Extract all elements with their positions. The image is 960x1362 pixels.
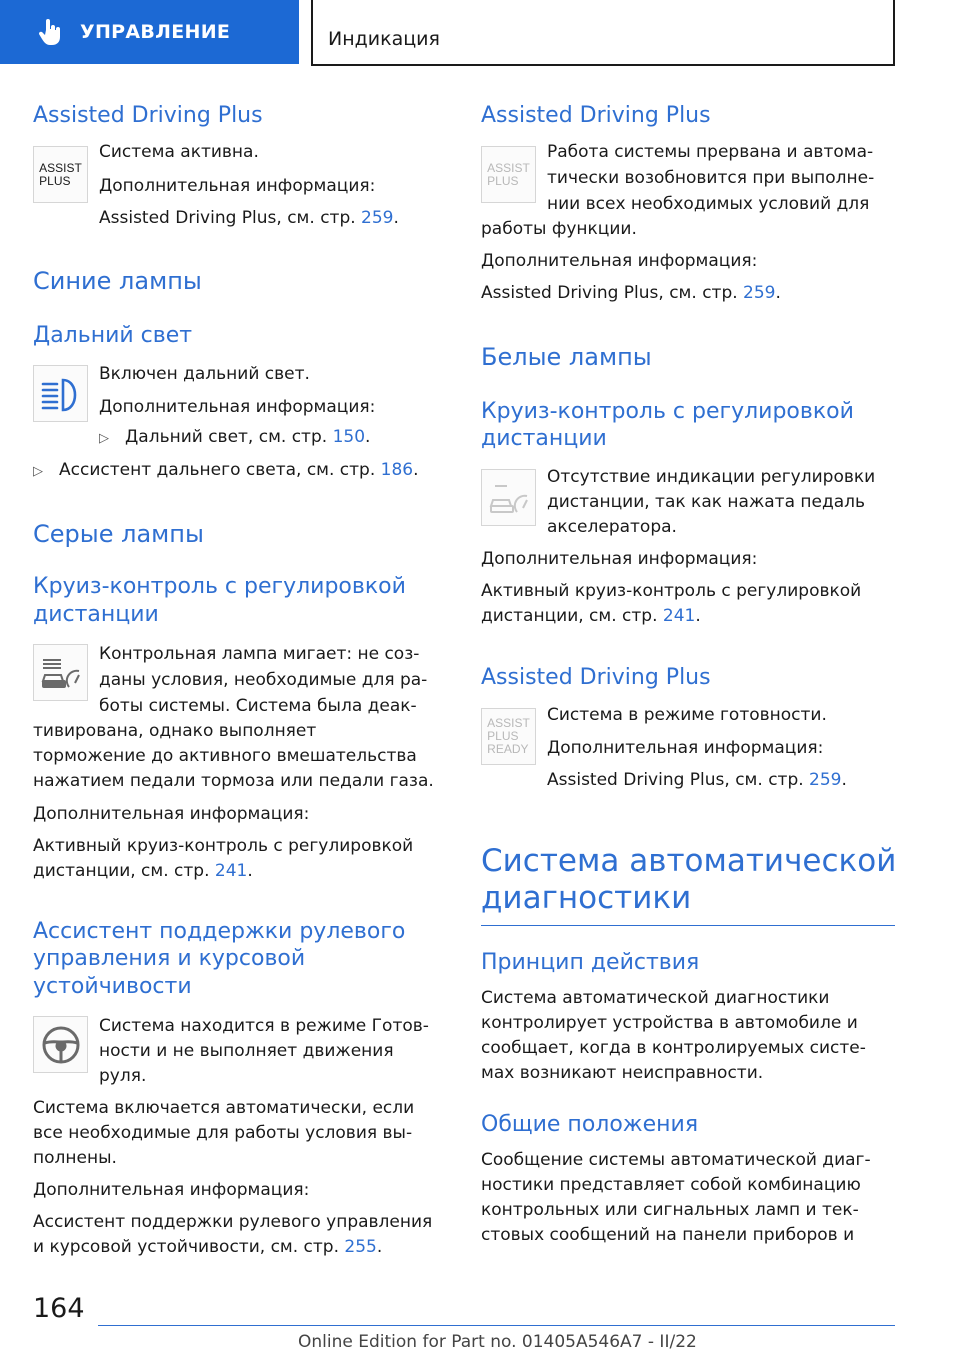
adp-ready-status: Система в режиме готовности. [547,705,827,725]
chapter-box [311,0,895,66]
adp-reference: Assisted Driving Plus, см. стр. 259. [99,208,399,228]
principle-4: мах возникают неисправности. [481,1063,764,1083]
acc-ref-1: Активный круиз-контроль с регулировкой [33,836,414,856]
principle-2: контролирует устройства в автомобиле и [481,1013,858,1033]
cruise-control-icon [39,653,83,693]
acc-desc-3: боты системы. Система была деак- [99,696,417,716]
footer-edition: Online Edition for Part no. 01405A546A7 - II/22 [298,1332,697,1352]
page-link[interactable]: 150 [332,427,366,447]
steering-indicator [33,1016,88,1073]
adp-interrupt-4: работы функции. [481,219,637,239]
page-link[interactable]: 241 [662,606,696,626]
heading-steering-3: устойчивости [33,974,192,999]
triangle-bullet-icon: ▷ [99,431,109,446]
page-link[interactable]: 259 [809,770,842,790]
acc-desc-5: торможение до активного вмешательства [33,746,417,766]
general-3: контрольных или сигнальных ламп и тек- [481,1200,859,1220]
heading-principle: Принцип действия [481,950,700,975]
heading-acc-white-1: Круиз-контроль с регулировкой [481,399,854,424]
page-link[interactable]: 186 [380,460,414,480]
principle-1: Система автоматической диагностики [481,988,830,1008]
general-1: Сообщение системы автоматической диаг- [481,1150,871,1170]
steering-ref-2: и курсовой устойчивости, см. стр. 255. [33,1237,383,1257]
heading-blue-lamps: Синие лампы [33,267,202,295]
heading-steering-1: Ассистент поддержки рулевого [33,919,406,944]
adp-ready-more: Дополнительная информация: [547,738,824,758]
steering-p-1: Система включается автоматически, если [33,1098,415,1118]
steering-ref-1: Ассистент поддержки рулевого управления [33,1212,433,1232]
page-number: 164 [33,1293,85,1324]
heading-diagnostics-2: диагностики [481,880,692,916]
heading-general: Общие положения [481,1112,699,1137]
acc-desc-4: тивирована, однако выполняет [33,721,317,741]
adp-ready-ref: Assisted Driving Plus, см. стр. 259. [547,770,847,790]
high-beam-bullet-2: ▷ Ассистент дальнего света, см. стр. 186. [33,458,419,484]
section-divider [481,925,895,926]
assist-plus-grey-indicator [481,146,536,203]
principle-3: сообщает, когда в контролируемых систе- [481,1038,866,1058]
acc-grey-indicator [33,644,88,701]
cruise-control-outline-icon [487,478,531,518]
assist-plus-indicator [33,146,88,203]
acc-desc-1: Контрольная лампа мигает: не соз- [99,644,420,664]
assist-plus-ready-indicator [481,708,536,765]
section-tab [0,0,299,64]
acc-white-desc-1: Отсутствие индикации регулировки [547,467,876,487]
acc-white-ref-1: Активный круиз-контроль с регулировкой [481,581,862,601]
high-beam-icon [39,374,83,414]
adp-interrupt-3: нии всех необходимых условий для [547,194,870,214]
heading-white-lamps: Белые лампы [481,343,652,371]
heading-high-beam: Дальний свет [33,323,193,348]
heading-acc-line-2: дистанции [33,602,159,627]
heading-grey-lamps: Серые лампы [33,520,204,548]
acc-ref-2: дистанции, см. стр. 241. [33,861,253,881]
section-title: УПРАВЛЕНИЕ [80,21,231,43]
hand-pointer-icon [36,17,66,47]
adp-more-info: Дополнительная информация: [99,176,376,196]
heading-acc-white-2: дистанции [481,426,607,451]
heading-assisted-driving-plus: Assisted Driving Plus [33,103,263,128]
acc-desc-2: даны условия, необходимые для ра- [99,670,428,690]
steering-p-3: полнены. [33,1148,117,1168]
page-link[interactable]: 259 [361,208,394,228]
high-beam-indicator [33,365,88,422]
page-link[interactable]: 259 [743,283,776,303]
heading-assisted-driving-plus-2: Assisted Driving Plus [481,103,711,128]
steering-desc-3: руля. [99,1066,147,1086]
high-beam-more-info: Дополнительная информация: [99,397,376,417]
heading-steering-2: управления и курсовой [33,946,306,971]
adp-interrupt-ref: Assisted Driving Plus, см. стр. 259. [481,283,781,303]
acc-white-indicator [481,469,536,526]
steering-desc-1: Система находится в режиме Готов- [99,1016,429,1036]
footer-line [98,1325,895,1326]
heading-acc-line-1: Круиз-контроль с регулировкой [33,574,406,599]
heading-diagnostics-1: Система автоматической [481,843,897,879]
assist-plus-grey-icon: ASSIST PLUS [487,160,530,188]
steering-p-2: все необходимые для работы условия вы- [33,1123,413,1143]
high-beam-bullet-1: ▷ Дальний свет, см. стр. 150. [99,425,370,451]
steering-more-info: Дополнительная информация: [33,1180,310,1200]
steering-desc-2: ности и не выполняет движения [99,1041,394,1061]
adp-interrupt-1: Работа системы прервана и автома- [547,142,874,162]
adp-status-text: Система активна. [99,142,259,162]
acc-white-desc-3: акселератора. [547,517,677,537]
adp-interrupt-2: тически возобновится при выполне- [547,168,875,188]
general-4: стовых сообщений на панели приборов и [481,1225,855,1245]
high-beam-status: Включен дальний свет. [99,364,310,384]
page-link[interactable]: 241 [214,861,248,881]
assist-plus-icon: ASSIST PLUS [39,160,82,188]
adp-interrupt-more: Дополнительная информация: [481,251,758,271]
acc-white-more: Дополнительная информация: [481,549,758,569]
acc-white-ref-2: дистанции, см. стр. 241. [481,606,701,626]
triangle-bullet-icon: ▷ [33,464,43,479]
page-link[interactable]: 255 [344,1237,377,1257]
acc-more-info: Дополнительная информация: [33,804,310,824]
heading-assisted-driving-plus-3: Assisted Driving Plus [481,665,711,690]
assist-plus-ready-icon: ASSIST PLUS READY [487,716,530,756]
steering-wheel-icon [39,1023,83,1067]
acc-white-desc-2: дистанции, так как нажата педаль [547,492,866,512]
acc-desc-6: нажатием педали тормоза или педали газа. [33,771,434,791]
chapter-title: Индикация [328,28,440,50]
general-2: ностики представляет собой комбинацию [481,1175,861,1195]
